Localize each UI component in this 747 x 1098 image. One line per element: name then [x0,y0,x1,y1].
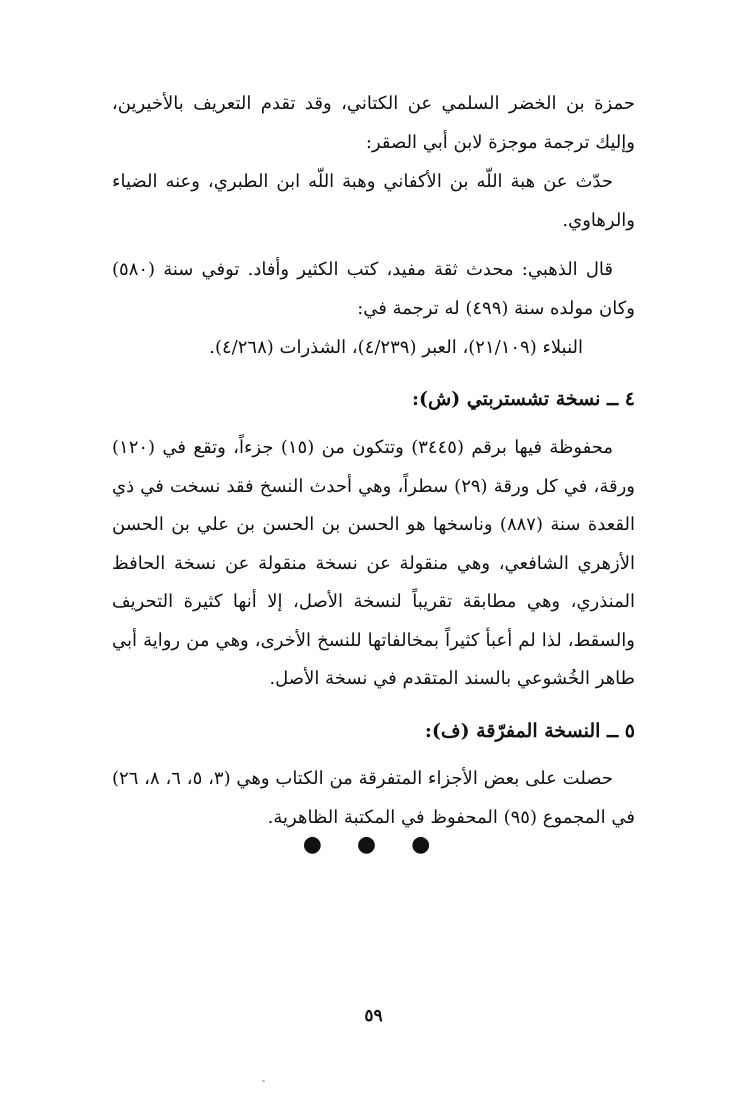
section5-heading: ٥ ــ النسخة المفرّقة (ف): [424,719,635,742]
main-text [112,84,635,837]
spacer [112,240,635,250]
section4-body [112,429,635,699]
page-number: ٥٩ [364,1006,383,1026]
section5-paragraph: حصلت على بعض الأجزاء المتفرقة من الكتاب وهي (٣، ٥، ٦، ٨، ٢٦) في المجموع (٩٥) المحفوظ في المكتبة الظاهرية. [112,767,635,828]
references-line: النبلاء (٢١/١٠٩)، العبر (٤/٢٣٩)، الشذرات (٤/٢٦٨). [209,337,583,358]
dhahabi-paragraph: قال الذهبي: محدث ثقة مفيد، كتب الكثير وأفاد. توفي سنة (٥٨٠) وكان مولده سنة (٤٩٩) له ترجمة في: [112,259,635,319]
intro-paragraph: حمزة بن الخضر السلمي عن الكتاني، وقد تقدم التعريف بالأخيرين، وإليك ترجمة موجزة لابن أبي الصقر: [112,93,635,153]
section-divider-ornament: ● ● ● [302,832,445,857]
scan-speck [262,1080,265,1082]
section4-heading: ٤ ــ نسخة تشستربتي (ش): [412,388,635,410]
narration-paragraph: حدّث عن هبة اللّه بن الأكفاني وهبة اللّه ابن الطبري، وعنه الضياء والرهاوي. [112,171,635,231]
section4-paragraph: محفوظة فيها برقم (٣٤٤٥) وتتكون من (١٥) جزءاً، وتقع في (١٢٠) ورقة، في كل ورقة (٢٩) سطراً، وهي أحدث النسخ فقد نسخت في ذي القعدة سنة (٨٨٧) وناسخها هو الحسن بن الحسن بن علي بن الحسن الأزهري الشافعي، وهي منقولة عن نسخة منقولة عن نسخة الحافظ المنذري، وهي مطابقة تقريباً لنسخة الأصل، إلا أنها كثيرة التحريف والسقط، لذا لم أعبأ كثيراً بمخالفاتها للنسخ الأخرى، وهي من رواية أبي طاهر الخُشوعي بالسند المتقدم في نسخة الأصل. [112,437,635,689]
